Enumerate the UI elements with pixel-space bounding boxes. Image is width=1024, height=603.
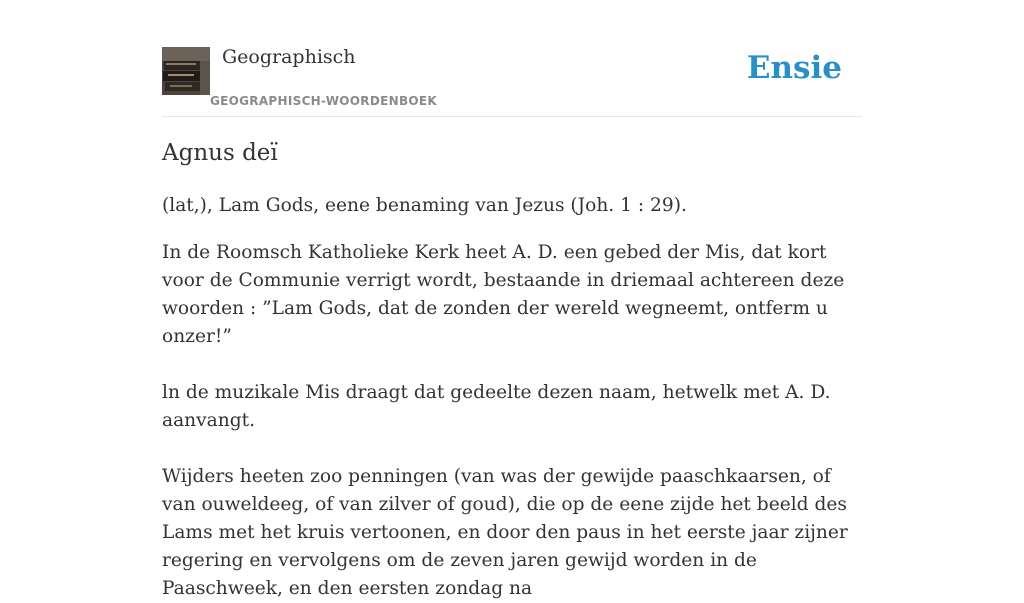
source-name[interactable]: Geographisch bbox=[222, 46, 356, 68]
paragraph-gap bbox=[162, 435, 862, 463]
article-body bbox=[162, 192, 862, 603]
paragraph: (lat,), Lam Gods, eene benaming van Jezus (Joh. 1 : 29). bbox=[162, 195, 687, 216]
source-slug[interactable]: GEOGRAPHISCH-WOORDENBOEK bbox=[210, 94, 437, 108]
source-avatar[interactable] bbox=[162, 47, 210, 95]
page-container bbox=[162, 0, 862, 599]
paragraph: ln de muzikale Mis draagt dat gedeelte dezen naam, hetwelk met A. D. aanvangt. bbox=[162, 382, 831, 431]
old-books-photo-icon bbox=[162, 47, 210, 95]
article-title: Agnus deï bbox=[162, 140, 278, 166]
paragraph-gap bbox=[162, 351, 862, 379]
paragraph: In de Roomsch Katholieke Kerk heet A. D. een gebed der Mis, dat kort voor de Communie verrigt wordt, bestaande in driemaal achtereen deze woorden : ”Lam Gods, dat de zonden der wereld wegneemt, ontferm u onzer!” bbox=[162, 242, 845, 347]
source-header bbox=[162, 0, 862, 117]
paragraph: Wijders heeten zoo penningen (van was der gewijde paaschkaarsen, of van ouweldeeg, of van zilver of goud), die op de eene zijde het beeld des Lams met het kruis vertoonen, en door den paus in het eerste jaar zijner regering en vervolgens om de zeven jaren gewijd worden in de Paaschweek, en den eersten zondag na bbox=[162, 466, 848, 599]
ensie-logo[interactable]: Ensie bbox=[746, 50, 842, 86]
